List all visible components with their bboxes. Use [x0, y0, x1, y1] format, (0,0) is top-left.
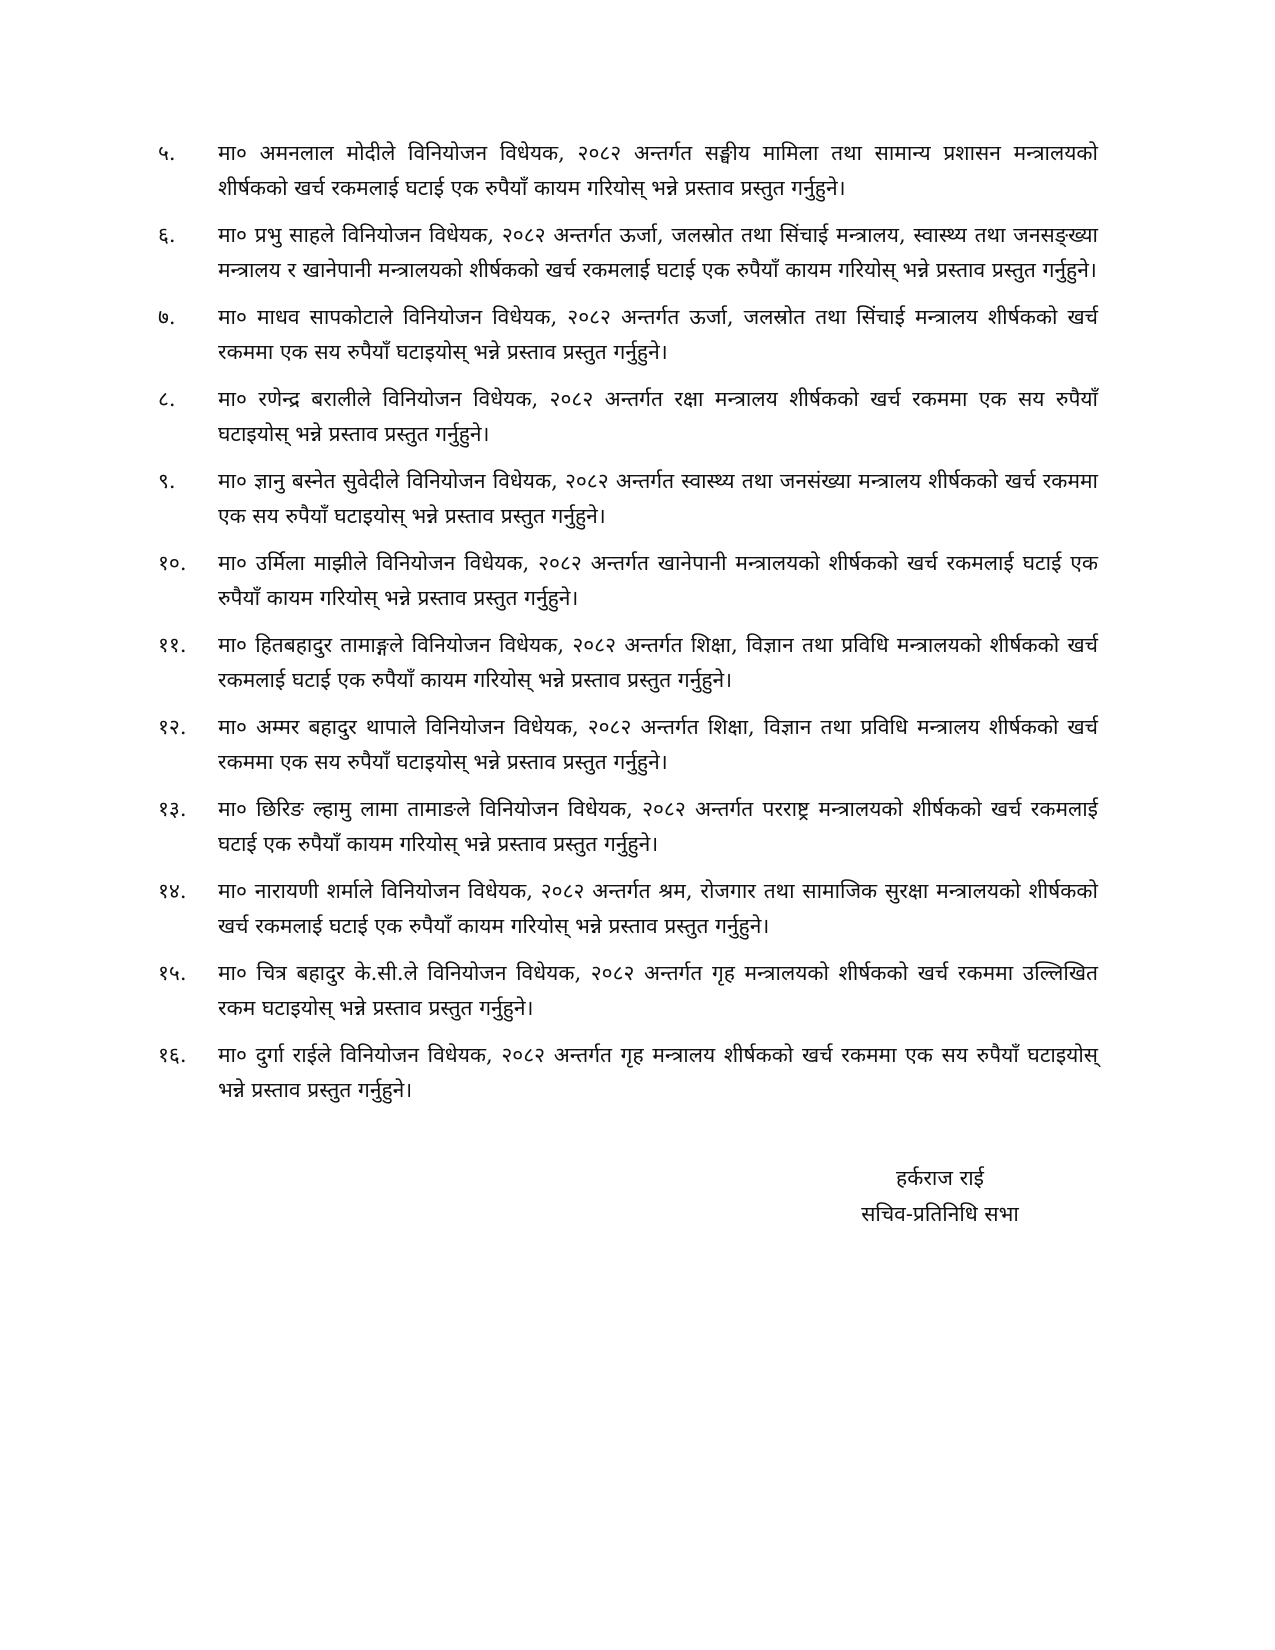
signatory-name: हर्कराज राई [896, 1166, 984, 1190]
signature-block [820, 1160, 1060, 1232]
item-text: मा० दुर्गा राईले विनियोजन विधेयक, २०८२ अन्तर्गत गृह मन्त्रालय शीर्षकको खर्च रकममा एक सय रुपैयाँ घटाइयोस् भन्ने प्रस्ताव प्रस्तुत गर्नुहुने। [218, 1043, 1098, 1102]
list-item [158, 382, 1098, 452]
item-number: ६. [158, 223, 176, 247]
item-number: ८. [158, 387, 176, 411]
item-text: मा० उर्मिला माझीले विनियोजन विधेयक, २०८२ अन्तर्गत खानेपानी मन्त्रालयको शीर्षकको खर्च रकमलाई घटाई एक रुपैयाँ कायम गरियोस् भन्ने प्रस्ताव प्रस्तुत गर्नुहुने। [218, 551, 1098, 610]
item-text: मा० हितबहादुर तामाङ्गले विनियोजन विधेयक, २०८२ अन्तर्गत शिक्षा, विज्ञान तथा प्रविधि मन्त्रालयको शीर्षकको खर्च रकमलाई घटाई एक रुपैयाँ कायम गरियोस् भन्ने प्रस्ताव प्रस्तुत गर्नुहुने। [218, 633, 1098, 692]
list-item [158, 136, 1098, 206]
item-number: ५. [158, 141, 176, 165]
list-item [158, 300, 1098, 370]
item-number: ११. [158, 633, 187, 657]
list-item [158, 874, 1098, 944]
item-text: मा० ज्ञानु बस्नेत सुवेदीले विनियोजन विधेयक, २०८२ अन्तर्गत स्वास्थ्य तथा जनसंख्या मन्त्रालय शीर्षकको खर्च रकममा एक सय रुपैयाँ घटाइयोस् भन्ने प्रस्ताव प्रस्तुत गर्नुहुने। [218, 469, 1098, 528]
item-text: मा० रणेन्द्र बरालीले विनियोजन विधेयक, २०८२ अन्तर्गत रक्षा मन्त्रालय शीर्षकको खर्च रकममा एक सय रुपैयाँ घटाइयोस् भन्ने प्रस्ताव प्रस्तुत गर्नुहुने। [218, 387, 1098, 446]
item-text: मा० छिरिङ ल्हामु लामा तामाङले विनियोजन विधेयक, २०८२ अन्तर्गत परराष्ट्र मन्त्रालयको शीर्षकको खर्च रकमलाई घटाई एक रुपैयाँ कायम गरियोस् भन्ने प्रस्ताव प्रस्तुत गर्नुहुने। [218, 797, 1098, 856]
item-number: १२. [158, 715, 187, 739]
item-number: १५. [158, 961, 187, 985]
list-item [158, 628, 1098, 698]
list-item [158, 792, 1098, 862]
list-item [158, 218, 1098, 288]
document-body [158, 136, 1098, 1120]
item-text: मा० नारायणी शर्माले विनियोजन विधेयक, २०८२ अन्तर्गत श्रम, रोजगार तथा सामाजिक सुरक्षा मन्त्रालयको शीर्षकको खर्च रकमलाई घटाई एक रुपैयाँ कायम गरियोस् भन्ने प्रस्ताव प्रस्तुत गर्नुहुने। [218, 879, 1098, 938]
list-item [158, 710, 1098, 780]
item-text: मा० माधव सापकोटाले विनियोजन विधेयक, २०८२ अन्तर्गत ऊर्जा, जलस्रोत तथा सिंचाई मन्त्रालय शीर्षकको खर्च रकममा एक सय रुपैयाँ घटाइयोस् भन्ने प्रस्ताव प्रस्तुत गर्नुहुने। [218, 305, 1098, 364]
list-item [158, 1038, 1098, 1108]
signatory-title: सचिव-प्रतिनिधि सभा [861, 1202, 1019, 1226]
item-number: १३. [158, 797, 187, 821]
item-number: १६. [158, 1043, 187, 1067]
item-number: ९. [158, 469, 176, 493]
item-text: मा० चित्र बहादुर के.सी.ले विनियोजन विधेयक, २०८२ अन्तर्गत गृह मन्त्रालयको शीर्षकको खर्च रकममा उल्लिखित रकम घटाइयोस् भन्ने प्रस्ताव प्रस्तुत गर्नुहुने। [218, 961, 1098, 1020]
item-text: मा० प्रभु साहले विनियोजन विधेयक, २०८२ अन्तर्गत ऊर्जा, जलस्रोत तथा सिंचाई मन्त्रालय, स्वास्थ्य तथा जनसङ्ख्या मन्त्रालय र खानेपानी मन्त्रालयको शीर्षकको खर्च रकमलाई घटाई एक रुपैयाँ कायम गरियोस् भन्ने प्रस्ताव प्रस्तुत गर्नुहुने। [218, 223, 1098, 282]
item-text: मा० अम्मर बहादुर थापाले विनियोजन विधेयक, २०८२ अन्तर्गत शिक्षा, विज्ञान तथा प्रविधि मन्त्रालय शीर्षकको खर्च रकममा एक सय रुपैयाँ घटाइयोस् भन्ने प्रस्ताव प्रस्तुत गर्नुहुने। [218, 715, 1098, 774]
item-text: मा० अमनलाल मोदीले विनियोजन विधेयक, २०८२ अन्तर्गत सङ्घीय मामिला तथा सामान्य प्रशासन मन्त्रालयको शीर्षकको खर्च रकमलाई घटाई एक रुपैयाँ कायम गरियोस् भन्ने प्रस्ताव प्रस्तुत गर्नुहुने। [218, 141, 1098, 200]
list-item [158, 956, 1098, 1026]
item-number: १०. [158, 551, 187, 575]
list-item [158, 464, 1098, 534]
item-number: १४. [158, 879, 187, 903]
item-number: ७. [158, 305, 176, 329]
list-item [158, 546, 1098, 616]
